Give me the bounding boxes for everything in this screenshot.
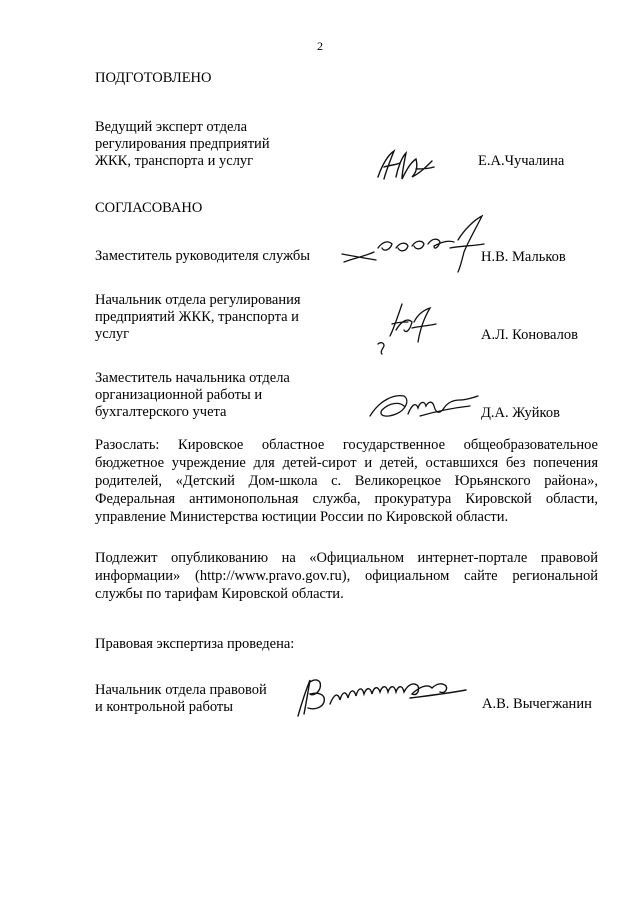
publication-line: Подлежит опубликованию на «Официальном интернет-портале правовой [95,550,598,566]
agreed-position-line: Заместитель начальника отдела [95,370,290,386]
distribution-paragraph [95,436,598,526]
agreed-position-line: организационной работы и [95,387,263,403]
signature-malkov [338,212,488,276]
signature-zhuykov [360,386,480,426]
prepared-name: Е.А.Чучалина [478,153,565,169]
legal-review-position-line: Начальник отдела правовой [95,682,267,698]
agreed-name-1: Н.В. Мальков [481,249,566,265]
distribution-line: бюджетное учреждение для детей-сирот и детей, оставшихся без попечения [95,455,598,471]
prepared-position-line: ЖКК, транспорта и услуг [95,153,254,169]
distribution-line: Федеральная антимонопольная служба, прокуратура Кировской области, [95,491,598,507]
agreed-position-line: предприятий ЖКК, транспорта и [95,309,299,325]
agreed-heading: СОГЛАСОВАНО [95,200,203,216]
agreed-name-2: А.Л. Коновалов [481,327,578,343]
legal-review-statement: Правовая экспертиза проведена: [95,636,295,652]
prepared-position-line: Ведущий эксперт отдела [95,119,248,135]
publication-paragraph [95,549,598,603]
agreed-position-3 [95,370,395,421]
agreed-name-3: Д.А. Жуйков [481,405,560,421]
signature-vychegzhanin [290,670,470,720]
prepared-position [95,119,395,170]
page-number: 2 [317,39,323,53]
prepared-position-line: регулирования предприятий [95,136,270,152]
distribution-line: Разослать: Кировское областное государственное общеобразовательное [95,437,598,453]
prepared-heading: ПОДГОТОВЛЕНО [95,70,212,86]
distribution-line: родителей, «Детский Дом-школа с. Великорецкое Юрьянского района», [95,473,598,489]
publication-line: информации» (http://www.pravo.gov.ru), официальном сайте региональной [95,568,598,584]
agreed-position-2 [95,292,395,343]
legal-review-name: А.В. Вычегжанин [482,696,592,712]
legal-review-position-line: и контрольной работы [95,699,233,715]
signature-chuchalina [372,143,438,185]
publication-line: службы по тарифам Кировской области. [95,586,344,602]
distribution-line: управление Министерства юстиции России по Кировской области. [95,509,509,525]
agreed-position-line: услуг [95,326,130,342]
agreed-position-line: бухгалтерского учета [95,404,227,420]
signature-konovalov [372,300,442,356]
agreed-position-line: Начальник отдела регулирования [95,292,301,308]
agreed-position-line: Заместитель руководителя службы [95,248,311,264]
